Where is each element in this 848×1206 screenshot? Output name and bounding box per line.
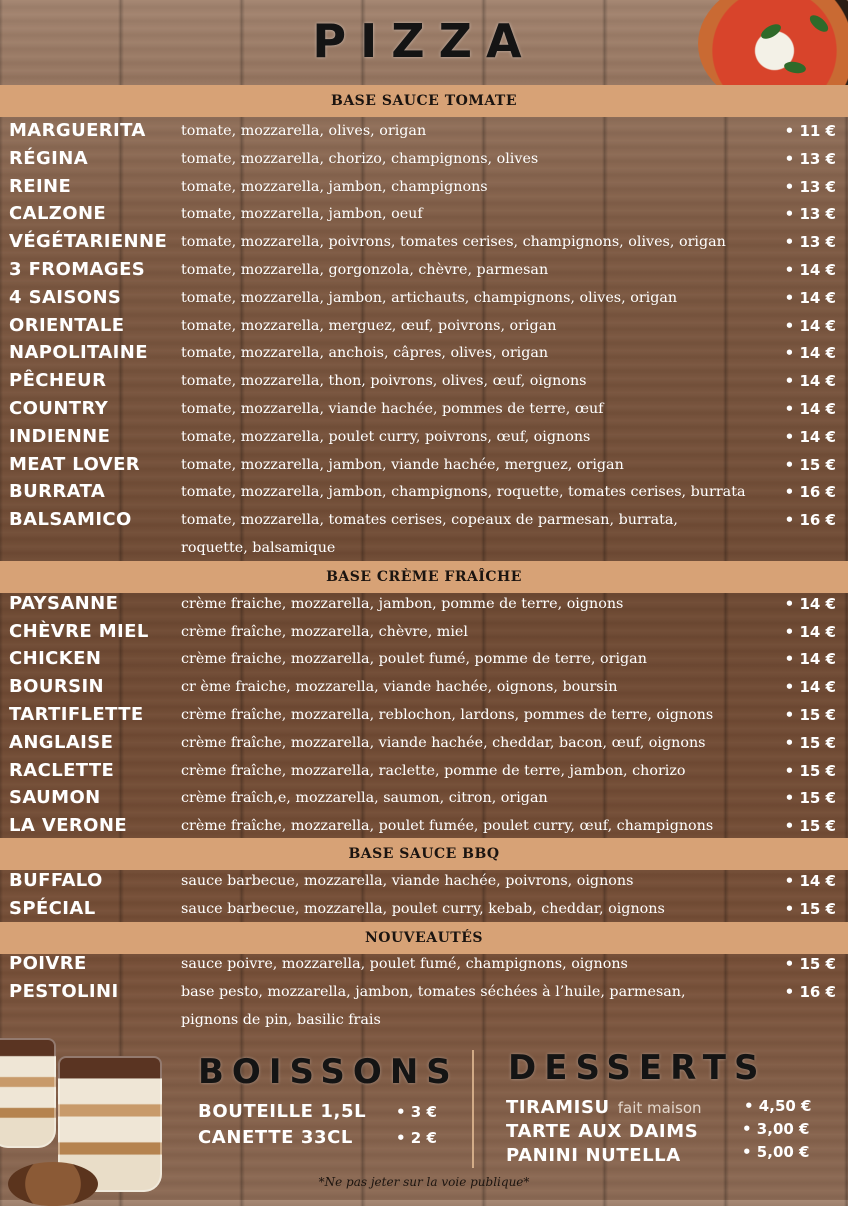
item-price: • 14 €: [784, 372, 836, 390]
footer-note: *Ne pas jeter sur la voie publique*: [318, 1175, 530, 1189]
item-price: • 14 €: [784, 650, 836, 668]
item-price: • 14 €: [784, 872, 836, 890]
dessert-price: • 4,50 €: [744, 1097, 812, 1115]
menu-item: [0, 200, 848, 228]
item-ingredients: crème fraiche, mozzarella, jambon, pomme de terre, oignons: [181, 596, 624, 612]
item-price: • 14 €: [784, 428, 836, 446]
page-title: PIZZA: [312, 14, 536, 68]
item-name: CHÈVRE MIEL: [9, 621, 149, 642]
item-ingredients: crème fraîche, mozzarella, raclette, pomme de terre, jambon, chorizo: [181, 763, 686, 779]
item-ingredients: sauce poivre, mozzarella, poulet fumé, champignons, oignons: [181, 956, 628, 972]
item-price: • 15 €: [784, 734, 836, 752]
menu-item: [0, 395, 848, 423]
item-price: • 14 €: [784, 678, 836, 696]
item-name: RÉGINA: [9, 148, 89, 169]
item-price: • 15 €: [784, 706, 836, 724]
item-ingredients: sauce barbecue, mozzarella, viande hachée, poivrons, oignons: [181, 873, 634, 889]
item-ingredients: tomate, mozzarella, chorizo, champignons, olives: [181, 151, 539, 167]
column-divider: [472, 1050, 474, 1168]
item-ingredients: crème fraîch,e, mozzarella, saumon, citron, origan: [181, 790, 548, 806]
item-ingredients: tomate, mozzarella, jambon, artichauts, champignons, olives, origan: [181, 290, 678, 306]
item-price: • 15 €: [784, 789, 836, 807]
item-ingredients: base pesto, mozzarella, jambon, tomates séchées à l’huile, parmesan, pignons de pin, basilic frais: [181, 984, 686, 1028]
item-price: • 13 €: [784, 205, 836, 223]
item-name: PÊCHEUR: [9, 370, 107, 391]
dessert-price: • 3,00 €: [742, 1120, 810, 1138]
dessert-note: fait maison: [617, 1099, 702, 1117]
menu-item: [0, 645, 848, 673]
item-price: • 13 €: [784, 150, 836, 168]
item-price: • 13 €: [784, 233, 836, 251]
menu-item: [0, 423, 848, 451]
item-ingredients: tomate, mozzarella, viande hachée, pommes de terre, œuf: [181, 401, 604, 417]
item-ingredients: tomate, mozzarella, tomates cerises, copeaux de parmesan, burrata, roquette, balsamique: [181, 512, 678, 556]
menu-item: [0, 729, 848, 757]
item-name: ORIENTALE: [9, 315, 125, 336]
item-name: PAYSANNE: [9, 593, 119, 614]
item-ingredients: tomate, mozzarella, olives, origan: [181, 123, 427, 139]
dessert-price: • 5,00 €: [742, 1143, 810, 1161]
item-price: • 14 €: [784, 400, 836, 418]
menu-item: [0, 618, 848, 646]
item-price: • 14 €: [784, 344, 836, 362]
item-price: • 16 €: [784, 511, 836, 529]
item-ingredients: tomate, mozzarella, jambon, viande hachée, merguez, origan: [181, 457, 624, 473]
menu-item: [0, 867, 848, 895]
drink-price: • 2 €: [396, 1129, 437, 1147]
item-name: SAUMON: [9, 787, 101, 808]
item-price: • 15 €: [784, 900, 836, 918]
item-name: MARGUERITA: [9, 120, 146, 141]
item-name: CALZONE: [9, 203, 107, 224]
menu-item: [0, 256, 848, 284]
menu-item: [0, 367, 848, 395]
menu-item: [0, 339, 848, 367]
item-name: BURRATA: [9, 481, 106, 502]
item-ingredients: tomate, mozzarella, jambon, champignons: [181, 179, 488, 195]
item-price: • 15 €: [784, 762, 836, 780]
item-name: BOURSIN: [9, 676, 105, 697]
item-ingredients: crème fraîche, mozzarella, reblochon, lardons, pommes de terre, oignons: [181, 707, 714, 723]
menu-item: [0, 784, 848, 812]
item-name: TARTIFLETTE: [9, 704, 144, 725]
item-price: • 13 €: [784, 178, 836, 196]
item-name: POIVRE: [9, 953, 87, 974]
item-name: VÉGÉTARIENNE: [9, 231, 168, 252]
item-ingredients: tomate, mozzarella, merguez, œuf, poivrons, origan: [181, 318, 557, 334]
item-ingredients: cr ème fraiche, mozzarella, viande hachée, oignons, boursin: [181, 679, 618, 695]
boissons-title: BOISSONS: [198, 1052, 459, 1092]
item-name: 3 FROMAGES: [9, 259, 146, 280]
item-price: • 15 €: [784, 955, 836, 973]
item-name: PESTOLINI: [9, 981, 119, 1002]
menu-item: [0, 950, 848, 978]
menu-item: [0, 145, 848, 173]
item-price: • 14 €: [784, 317, 836, 335]
drink-name: CANETTE 33CL: [198, 1127, 353, 1148]
section-heading: BASE SAUCE BBQ: [0, 838, 848, 870]
item-ingredients: sauce barbecue, mozzarella, poulet curry, kebab, cheddar, oignons: [181, 901, 665, 917]
item-ingredients: crème fraîche, mozzarella, chèvre, miel: [181, 624, 468, 640]
item-ingredients: tomate, mozzarella, gorgonzola, chèvre, parmesan: [181, 262, 549, 278]
menu-item: [0, 812, 848, 840]
item-ingredients: tomate, mozzarella, anchois, câpres, olives, origan: [181, 345, 549, 361]
item-name: 4 SAISONS: [9, 287, 122, 308]
item-ingredients: crème fraîche, mozzarella, viande hachée, cheddar, bacon, œuf, oignons: [181, 735, 706, 751]
drink-price: • 3 €: [396, 1103, 437, 1121]
menu-item: [0, 228, 848, 256]
item-price: • 11 €: [784, 122, 836, 140]
item-name: LA VERONE: [9, 815, 128, 836]
section-heading: BASE CRÈME FRAÎCHE: [0, 561, 848, 593]
menu-item: [0, 451, 848, 479]
menu-item: [0, 895, 848, 923]
menu-item: [0, 590, 848, 618]
item-price: • 14 €: [784, 289, 836, 307]
item-price: • 15 €: [784, 817, 836, 835]
item-ingredients: crème fraîche, mozzarella, poulet fumée, poulet curry, œuf, champignons: [181, 818, 714, 834]
menu-item: [0, 478, 848, 506]
menu-item: [0, 978, 848, 1034]
item-ingredients: tomate, mozzarella, poivrons, tomates cerises, champignons, olives, origan: [181, 234, 726, 250]
item-name: BUFFALO: [9, 870, 103, 891]
dessert-name: TIRAMISU: [506, 1097, 610, 1118]
tiramisu-glass-icon: [0, 1038, 56, 1148]
item-name: MEAT LOVER: [9, 454, 141, 475]
item-price: • 16 €: [784, 983, 836, 1001]
item-name: COUNTRY: [9, 398, 109, 419]
item-name: CHICKEN: [9, 648, 102, 669]
item-ingredients: tomate, mozzarella, thon, poivrons, olives, œuf, oignons: [181, 373, 587, 389]
menu-item: [0, 757, 848, 785]
dessert-item: [506, 1097, 702, 1118]
menu-item: [0, 673, 848, 701]
section-heading: NOUVEAUTÉS: [0, 922, 848, 954]
dessert-name: PANINI NUTELLA: [506, 1145, 681, 1166]
menu-item: [0, 701, 848, 729]
item-price: • 16 €: [784, 483, 836, 501]
menu-item: [0, 284, 848, 312]
item-name: REINE: [9, 176, 72, 197]
item-name: INDIENNE: [9, 426, 111, 447]
item-price: • 14 €: [784, 623, 836, 641]
item-ingredients: crème fraiche, mozzarella, poulet fumé, pomme de terre, origan: [181, 651, 647, 667]
drink-name: BOUTEILLE 1,5L: [198, 1101, 367, 1122]
item-name: RACLETTE: [9, 760, 115, 781]
section-heading: BASE SAUCE TOMATE: [0, 85, 848, 117]
item-name: SPÉCIAL: [9, 898, 96, 919]
desserts-title: DESSERTS: [508, 1048, 767, 1088]
item-name: NAPOLITAINE: [9, 342, 148, 363]
item-price: • 14 €: [784, 595, 836, 613]
item-price: • 14 €: [784, 261, 836, 279]
item-ingredients: tomate, mozzarella, jambon, champignons, roquette, tomates cerises, burrata: [181, 484, 746, 500]
item-ingredients: tomate, mozzarella, jambon, oeuf: [181, 206, 423, 222]
dessert-name: TARTE AUX DAIMS: [506, 1121, 699, 1142]
menu-item: [0, 312, 848, 340]
menu-item: [0, 173, 848, 201]
menu-item: [0, 117, 848, 145]
item-name: BALSAMICO: [9, 509, 132, 530]
item-ingredients: tomate, mozzarella, poulet curry, poivrons, œuf, oignons: [181, 429, 591, 445]
item-price: • 15 €: [784, 456, 836, 474]
item-name: ANGLAISE: [9, 732, 114, 753]
menu-item: [0, 506, 848, 562]
